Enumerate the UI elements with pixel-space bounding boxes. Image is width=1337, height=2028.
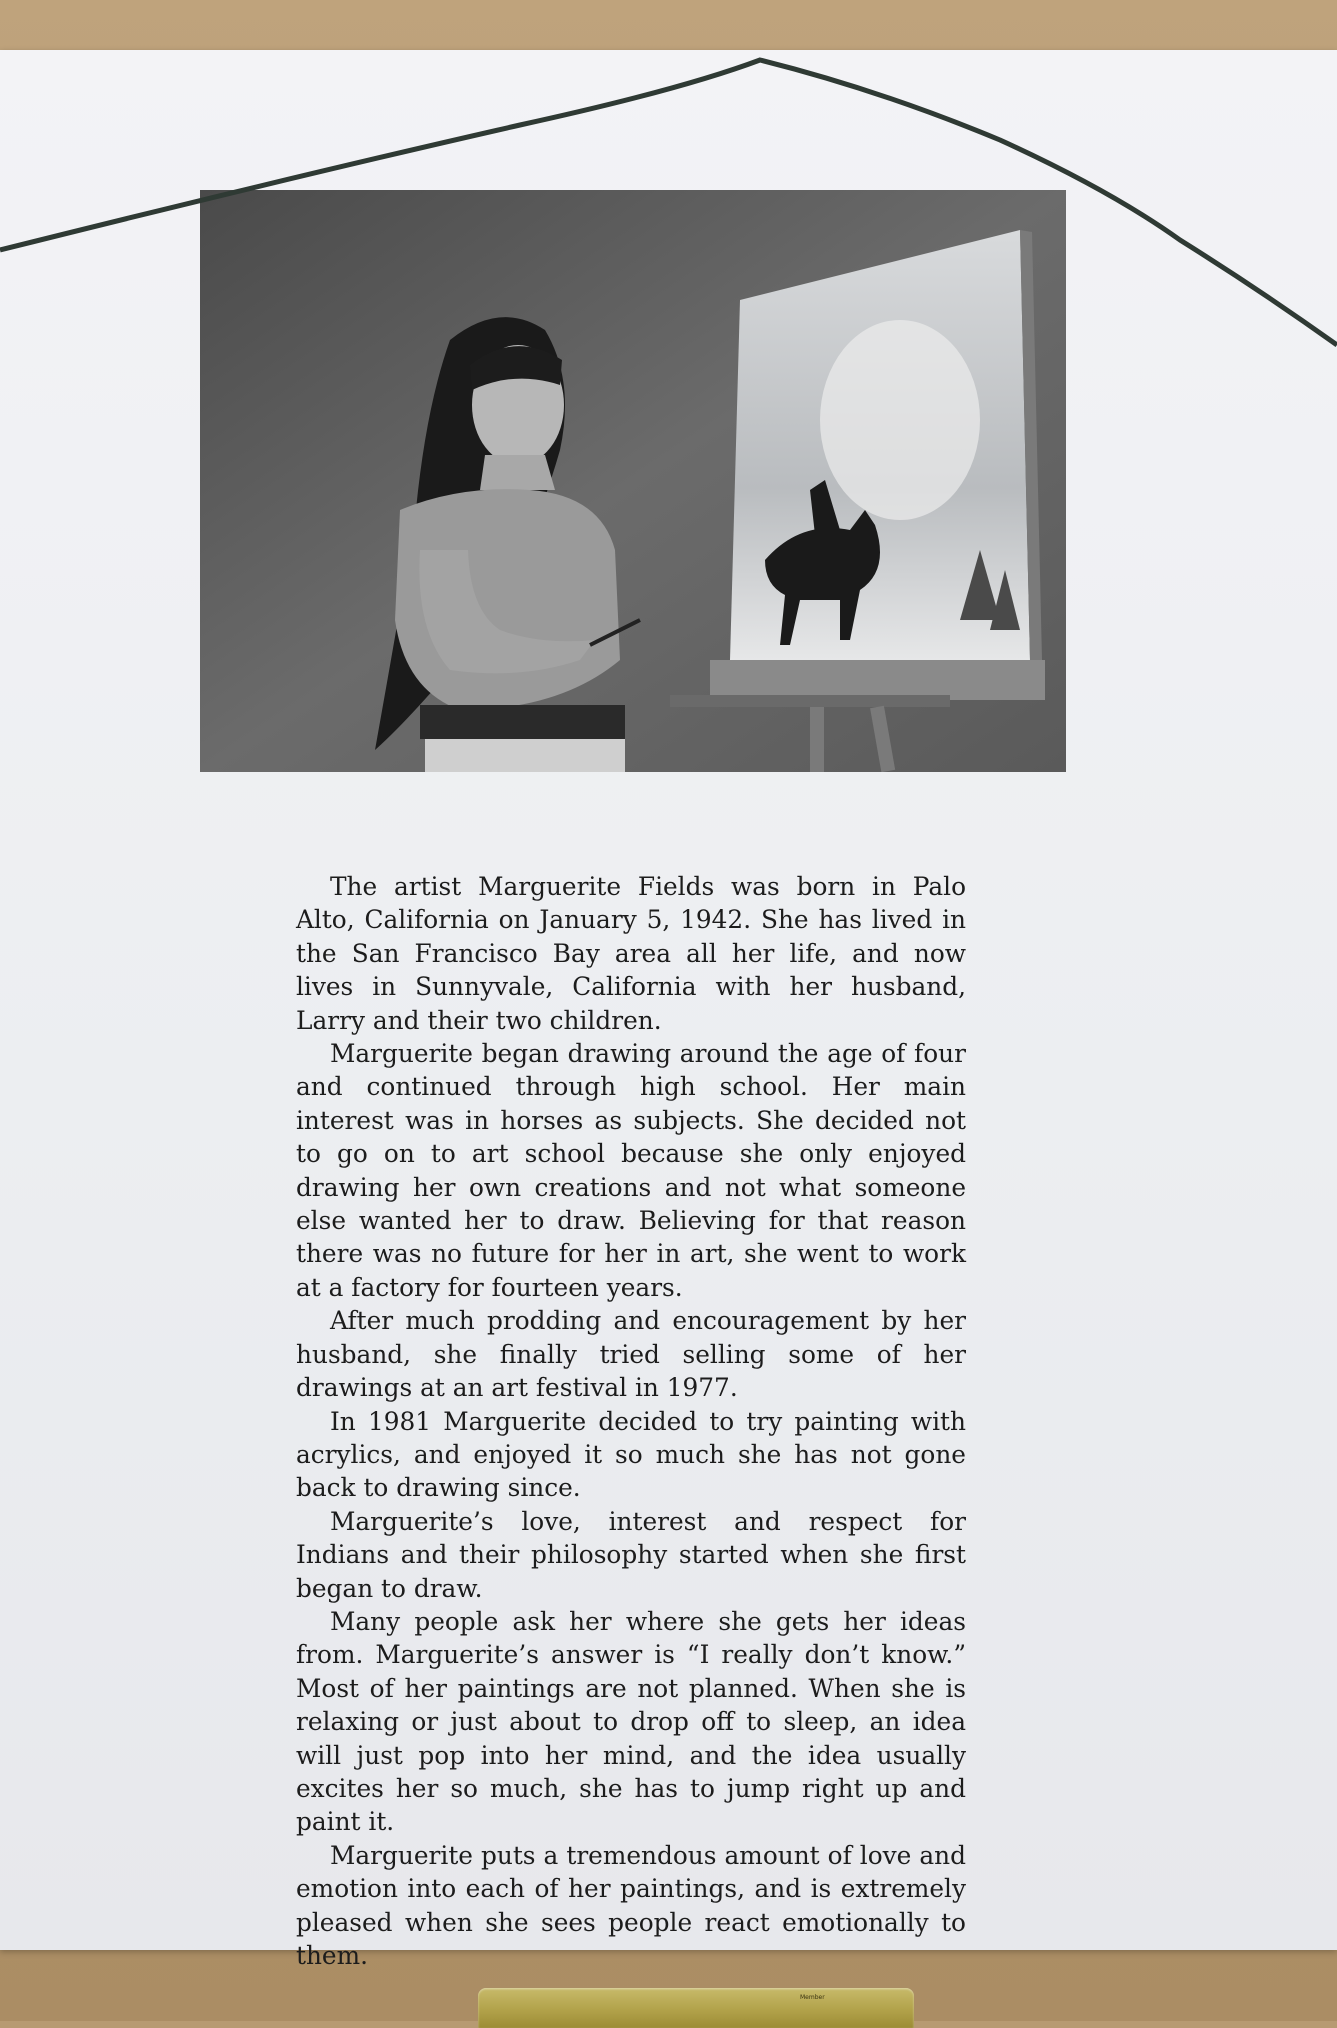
- biography-paragraph: Many people ask her where she gets her ideas from. Marguerite’s answer is “I really don’t know.” Most of her paintings are not planned. When she is relaxing or just about to drop off to sleep, an idea will just pop into her mind, and the idea usually excites her so much, she has to jump right up and paint it.: [296, 1606, 966, 1837]
- biography-paragraph: The artist Marguerite Fields was born in Palo Alto, California on January 5, 1942. She has lived in the San Francisco Bay area all her life, and now lives in Sunnyvale, California with her husband, Larry and their two children.: [296, 872, 966, 1035]
- biography-paragraph: Marguerite began drawing around the age of four and continued through high school. Her main interest was in horses as subjects. She decided not to go on to art school because she only enjoyed drawing her own creations and not what someone else wanted her to draw. Believing for that reason there was no future for her in art, she went to work at a factory for fourteen years.: [296, 1039, 966, 1302]
- biography-sheet: [0, 50, 1337, 1970]
- plaque-label: Member: [800, 1994, 825, 2001]
- biography-paragraph: In 1981 Marguerite decided to try painting with acrylics, and enjoyed it so much she has not gone back to drawing since.: [296, 1406, 966, 1503]
- photo-artist-at-easel-icon: [200, 190, 1066, 772]
- member-plaque: [478, 1988, 914, 2028]
- biography-paragraph: Marguerite puts a tremendous amount of love and emotion into each of her paintings, and is extremely pleased when she sees people react emotionally to them.: [296, 1840, 966, 1970]
- biography-text: [296, 870, 966, 1972]
- artist-photo: [200, 190, 1066, 772]
- biography-paragraph: After much prodding and encouragement by her husband, she finally tried selling some of her drawings at an art festival in 1977.: [296, 1306, 966, 1403]
- biography-paragraph: Marguerite’s love, interest and respect for Indians and their philosophy started when she first began to draw.: [296, 1506, 966, 1603]
